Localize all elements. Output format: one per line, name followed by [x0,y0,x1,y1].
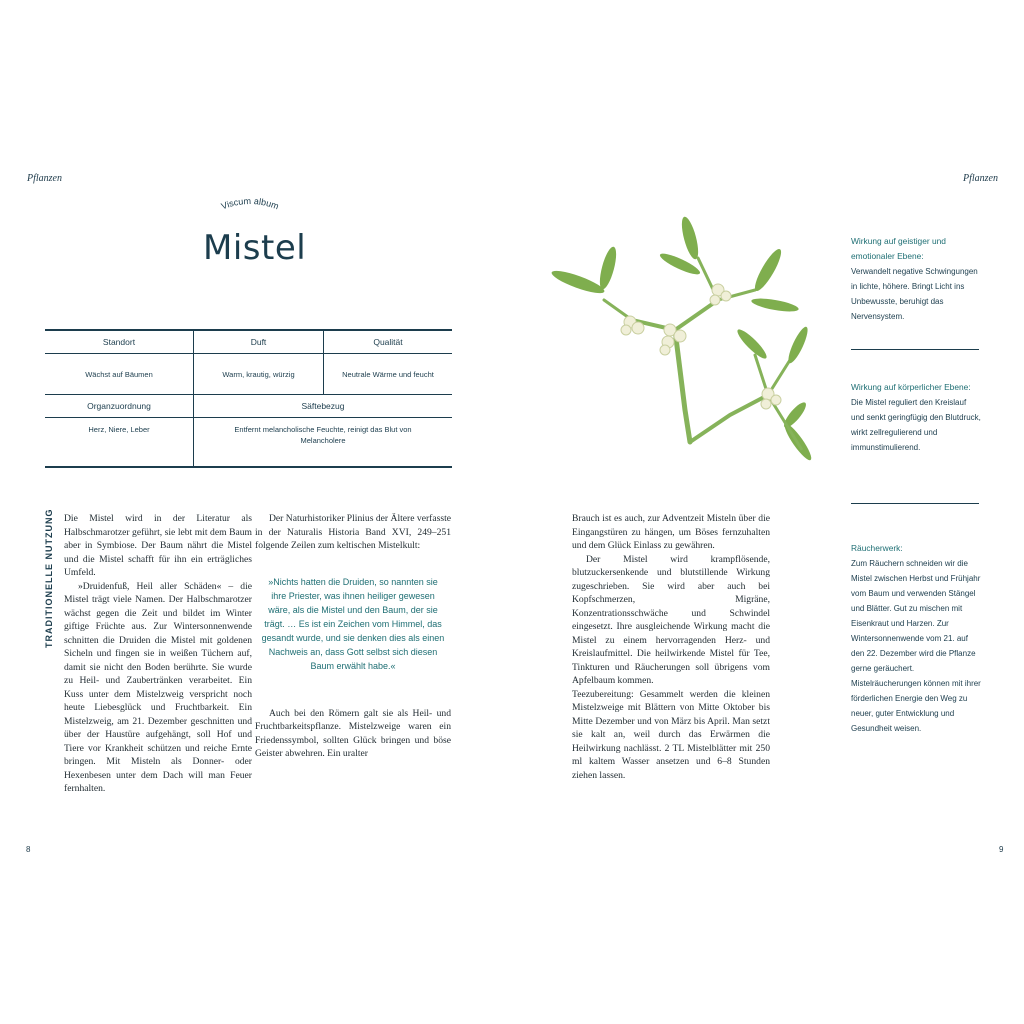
sidebar [851,541,981,736]
mistletoe-illustration [540,210,820,470]
header-qualitaet: Qualität [324,330,453,354]
header-standort: Standort [45,330,194,354]
sidebar-text: Zum Räuchern schneiden wir die Mistel zwischen Herbst und Frühjahr vom Baum und verwenden Stängel und Blätter. Gut zu mischen mit Eisenkraut und Harzen. Zur Wintersonnenwende vom 21. auf den 22. Dezember wird die Pflanze gerne geräuchert. Mistelräucherungen können mit ihrer förderlichen Energie den Weg zu neuer, guter Entwicklung und Gesundheit weisen. [851,559,981,733]
page-number-left: 8 [26,845,31,854]
page-number-right: 9 [999,845,1004,854]
text-column-2 [255,512,451,761]
svg-text:Viscum album: Viscum album [219,195,281,212]
header-saeftebezug: Säftebezug [194,395,453,418]
text-column-1 [64,512,252,796]
divider [851,503,979,504]
header-duft: Duft [194,330,324,354]
sidebar-text: Die Mistel reguliert den Kreislauf und senkt geringfügig den Blutdruck, wirkt zellregulierend und immunstimulierend. [851,398,981,452]
value-standort: Wächst auf Bäumen [45,354,194,395]
value-duft: Warm, krautig, würzig [194,354,324,395]
divider [851,349,979,350]
sidebar-heading: Räucherwerk: [851,543,903,553]
latin-name [205,190,295,220]
paragraph: Auch bei den Römern galt sie als Heil- und Fruchtbarkeitspflanze. Mistelzweige waren ein Friedenssymbol, sollten Glück bringen und böse Geister abwehren. Ein uralter [255,707,451,759]
value-saeftebezug: Entfernt melancholische Feuchte, reinigt das Blut von Melancholere [194,418,453,468]
info-table [45,329,452,468]
value-qualitaet: Neutrale Wärme und feucht [324,354,453,395]
sidebar [851,380,981,455]
plinius-quote: »Nichts hatten die Druiden, so nannten sie ihre Priester, was ihnen heiliger gewesen wäre, als die Mistel und den Baum, der sie trägt. … Es ist ein Zeichen vom Himmel, das gesandt wurde, und sie denken dies als einen Nachweis an, dass Gott selbst sich diesen Baum erwählt habe.« [261,576,445,671]
text-column-3 [572,512,770,782]
paragraph: Der Mistel wird krampflösende, blutzuckersenkende und blutstillende Wirkung zugeschrieben. Sie wird aber auch bei Kopfschmerzen, Migräne, Konzentrationsschwäche und Schwindel eingesetzt. Ihre ausgleichende Wirkung macht die Mistel zu einem hervorragenden Herz- und Kreislaufmittel. Die heilwirkende Mistel für Tee, Tinkturen und Räucherungen soll übrigens vom Apfelbaum kommen. [572,553,770,686]
header-organzuordnung: Organzuordnung [45,395,194,418]
page-title: Mistel [203,228,307,268]
paragraph: Die Mistel wird in der Literatur als Halbschmarotzer geführt, sie lebt mit dem Baum aber in Symbiose. Der Baum nährt die Mistel und die Mistel schafft für ihn ein erträgliches Umfeld. [64,513,252,578]
sidebar-heading: Wirkung auf körperlicher Ebene: [851,382,971,392]
paragraph: Der Naturhistoriker Plinius der Ältere verfasste in der Naturalis Historia Band XVI, 249–251 folgende Zeilen zum keltischen Mistelkult: [255,513,451,551]
value-organzuordnung: Herz, Niere, Leber [45,418,194,468]
paragraph: Brauch ist es auch, zur Adventzeit Misteln über die Eingangstüren zu hängen, um Böses fernzuhalten und dem Glück Einlass zu gewähren. [572,513,770,551]
sidebar-text: Verwandelt negative Schwingungen in lichte, höhere. Bringt Licht ins Unbewusste, beruhigt das Nervensystem. [851,267,978,321]
paragraph: Teezubereitung: Gesammelt werden die kleinen Mistelzweige mit Blättern von Mitte Oktober bis Mitte Dezember und von März bis April. Man setzt sie kalt an, weil durch das Erwärmen die Heilwirkung nachlässt. 2 TL Mistelblätter mit 250 ml kaltem Wasser ansetzen und 6–8 Stunden ziehen lassen. [572,688,770,781]
paragraph: »Druidenfuß, Heil aller Schäden« – die Mistel trägt viele Namen. Der Halbschmarotzer wächst gegen die Zeit und bildet im Winter giftige Früchte aus. Zur Wintersonnenwende schnitten die Druiden die Mistel mit goldenen Sicheln und fingen sie in weißen Tüchern auf, damit sie nicht den Boden berührte. Sie wurde zu Heil- und Zaubertränken verarbeitet. Ein Kuss unter dem Mistelzweig verspricht noch heute Liebesglück und Fruchtbarkeit. Ein Mistelzweig, am 21. Dezember geschnitten und über der Haustüre aufgehängt, soll Hof und Tiere vor Krankheit schützen und reiche Ernte bringen. Mit Misteln als Donner- oder Hexenbesen unter dem Dach will man Feuer fernhalten. [64,580,252,794]
sidebar [851,234,981,324]
running-head-right: Pflanzen [963,173,998,184]
sidebar-heading: Wirkung auf geistiger und emotionaler Ebene: [851,236,946,261]
running-head-left: Pflanzen [27,173,62,184]
section-label: TRADITIONELLE NUTZUNG [44,508,54,648]
